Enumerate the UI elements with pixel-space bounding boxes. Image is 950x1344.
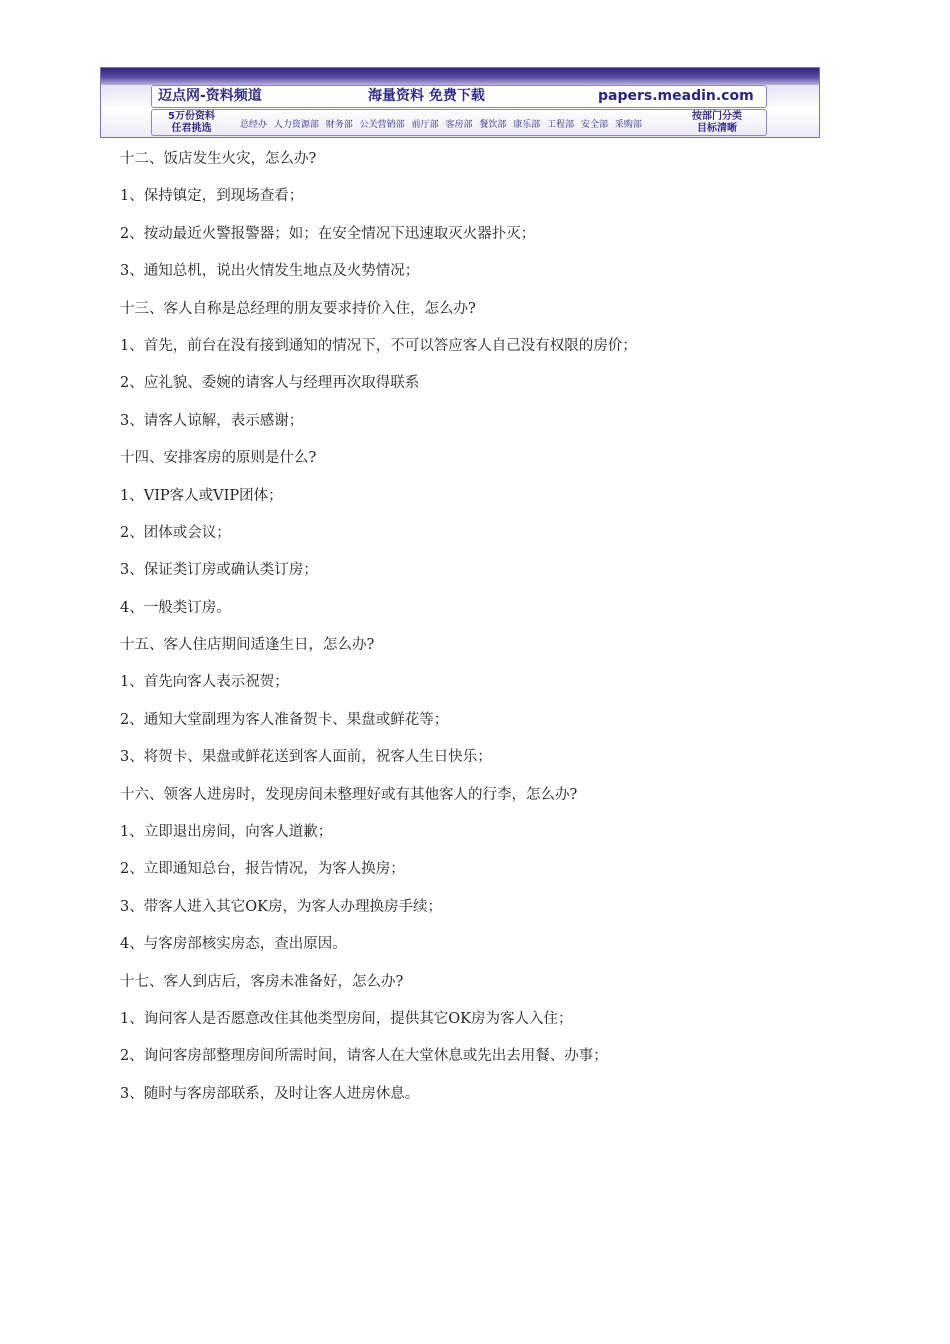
site-name[interactable]: 迈点网-资料频道 <box>158 88 262 104</box>
list-item: 2、立即通知总台，报告情况，为客人换房； <box>120 861 405 878</box>
promo-right-line1: 按部门分类 <box>692 111 742 122</box>
list-item: 1、保持镇定，到现场查看； <box>120 188 304 205</box>
dept-link[interactable]: 康乐部 <box>513 120 541 130</box>
list-item: 2、通知大堂副理为客人准备贺卡、果盘或鲜花等； <box>120 711 449 728</box>
section-heading: 十三、客人自称是总经理的朋友要求持价入住，怎么办? <box>120 300 476 317</box>
dept-link[interactable]: 总经办 <box>240 120 268 130</box>
banner-department-box <box>151 109 767 136</box>
dept-link[interactable]: 餐饮部 <box>479 120 507 130</box>
section-heading: 十二、饭店发生火灾，怎么办? <box>120 151 317 167</box>
dept-link[interactable]: 安全部 <box>581 120 609 130</box>
list-item: 3、保证类订房或确认类订房； <box>120 562 318 579</box>
dept-link[interactable]: 客房部 <box>445 120 473 130</box>
list-item: 1、首先，前台在没有接到通知的情况下，不可以答应客人自己没有权限的房价； <box>120 337 637 354</box>
promo-left-line2: 任君挑选 <box>171 123 212 134</box>
dept-link[interactable]: 工程部 <box>547 120 575 130</box>
slogan: 海量资料 免费下载 <box>368 88 485 104</box>
list-item: 2、应礼貌、委婉的请客人与经理再次取得联系 <box>120 375 420 392</box>
list-item: 1、立即退出房间，向客人道歉； <box>120 824 333 841</box>
list-item: 2、团体或会议； <box>120 524 231 541</box>
list-item: 3、请客人谅解，表示感谢； <box>120 412 304 429</box>
section-heading: 十七、客人到店后，客房未准备好，怎么办? <box>120 973 404 990</box>
dept-link[interactable]: 前厅部 <box>411 120 439 130</box>
department-links <box>240 117 646 130</box>
list-item: 2、询问客房部整理房间所需时间，请客人在大堂休息或先出去用餐、办事； <box>120 1048 608 1065</box>
promo-left <box>168 111 215 135</box>
document-body <box>120 147 840 1119</box>
list-item: 3、将贺卡、果盘或鲜花送到客人面前，祝客人生日快乐； <box>120 749 492 766</box>
banner-gradient-bar <box>101 68 819 85</box>
list-item: 2、按动最近火警报警器；如；在安全情况下迅速取灭火器扑灭； <box>120 225 536 242</box>
list-item: 3、通知总机，说出火情发生地点及火势情况； <box>120 263 420 280</box>
section-heading: 十六、领客人进房时，发现房间未整理好或有其他客人的行李，怎么办? <box>120 786 578 803</box>
list-item: 3、带客人进入其它OK房，为客人办理换房手续； <box>120 898 442 915</box>
header-banner[interactable] <box>100 67 820 138</box>
list-item: 3、随时与客房部联系，及时让客人进房休息。 <box>120 1085 420 1102</box>
list-item: 1、VIP客人或VIP团体； <box>120 487 283 504</box>
promo-left-line1: 5万份资料 <box>168 111 215 122</box>
promo-right <box>692 111 742 135</box>
dept-link[interactable]: 财务部 <box>325 120 353 130</box>
banner-title-box <box>151 85 767 108</box>
section-heading: 十四、安排客房的原则是什么? <box>120 450 317 467</box>
list-item: 4、一般类订房。 <box>120 599 231 616</box>
section-heading: 十五、客人住店期间适逢生日，怎么办? <box>120 637 375 654</box>
dept-link[interactable]: 采购部 <box>614 120 642 130</box>
dept-link[interactable]: 公关营销部 <box>359 120 405 130</box>
list-item: 1、首先向客人表示祝贺； <box>120 674 289 691</box>
list-item: 1、询问客人是否愿意改住其他类型房间，提供其它OK房为客人入住； <box>120 1010 573 1027</box>
list-item: 4、与客房部核实房态，查出原因。 <box>120 936 347 953</box>
dept-link[interactable]: 人力资源部 <box>273 120 319 130</box>
site-url[interactable]: papers.meadin.com <box>598 88 754 104</box>
promo-right-line2: 目标清晰 <box>697 123 737 134</box>
